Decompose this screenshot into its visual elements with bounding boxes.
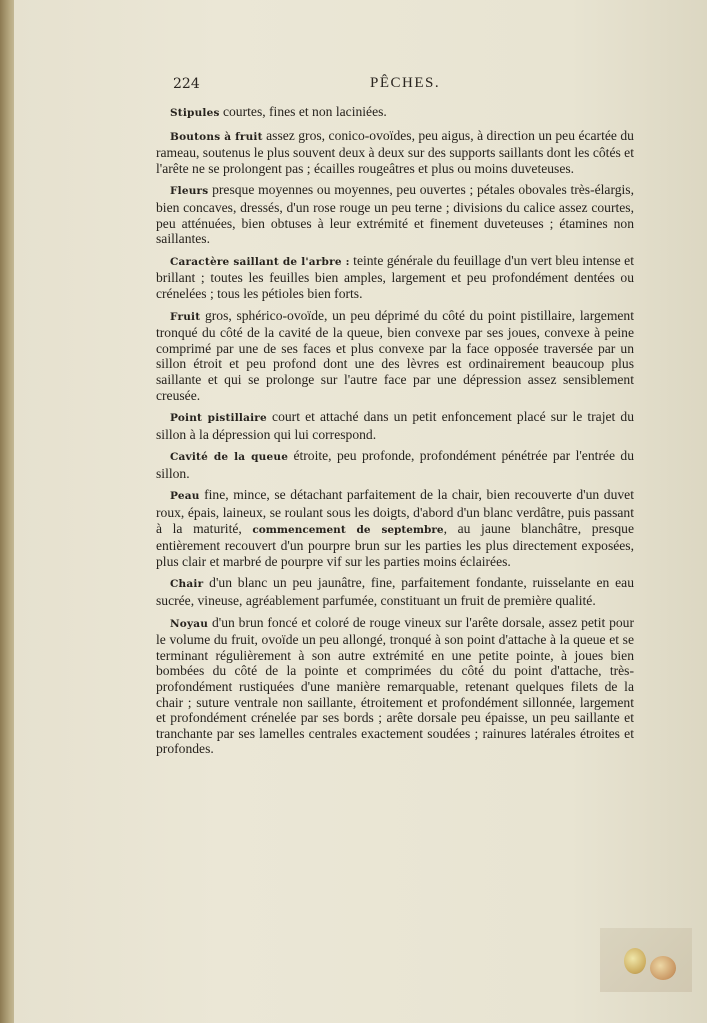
term-label: Cavité de la queue [170,451,289,464]
paragraph-text: fine, mince, se détachant parfaitement de la chair, bien recouverte d'un duvet roux, épais, laineux, se roulant sous les doigts, d'abord d'un blanc verdâtre, puis passant à la maturité, [156,487,634,536]
paragraph-text-continued: , au jaune blanchâtre, presque entièrement recouvert d'un pourpre brun sur les parties les plus directement exposées, plus clair et marbré de pourpre vif sur les parties moins éclairées. [156,520,634,569]
term-label: Point pistillaire [170,412,267,425]
term-label: Fruit [170,310,201,323]
paragraph-noyau [156,615,634,757]
paragraph-chair [156,575,634,608]
paragraph-text: étroite, peu profonde, profondément pénétrée par l'entrée du sillon. [156,448,634,481]
corner-thumbnail-image [600,928,692,992]
paragraph-text: d'un blanc un peu jaunâtre, fine, parfaitement fondante, ruisselante en eau sucrée, vineuse, agréablement parfumée, constituant un fruit de première qualité. [156,575,634,609]
fruit-shape [650,956,676,980]
paragraph-peau [156,487,634,569]
page-number: 224 [173,76,200,92]
term-label: Fleurs [170,185,209,198]
term-label: Stipules [170,107,220,119]
paragraph-stipules [156,104,634,122]
page-header [160,76,630,96]
paragraph-text: d'un brun foncé et coloré de rouge vineux sur l'arête dorsale, assez petit pour le volume du fruit, ovoïde un peu allongé, tronqué à son point d'attache à la queue et se terminant régulièrement à son autre extrémité en une petite pointe, à joues bien bombées du côté de la pointe et comprimées du côté du point d'attache, très-profondément rustiquées d'une manière remarquable, retenant quelques filets de la chair ; suture ventrale non saillante, étroitement et profondément sillonnée, largement et profondément crénelée par ses bords ; arête dorsale peu épaisse, un peu saillante et tranchante par ses lamelles centrales exactement soudées ; rainures latérales étroites et profondes. [156,614,634,757]
paragraph-fruit [156,308,634,404]
paragraph-text: courtes, fines et non laciniées. [219,104,387,119]
paragraph-point-pistillaire [156,409,634,442]
paragraph-text: gros, sphérico-ovoïde, un peu déprimé du côté du point pistillaire, largement tronqué du côté de la cavité de la queue, bien convexe par ses joues, convexe à peine comprimé par une de ses faces et plus convexe par la face opposée traversée par un sillon étroit et peu profond dont une des lèvres est ordinairement beaucoup plus saillante et qui se prolonge sur l'autre face par une dépression assez sensiblement creusée. [156,307,634,403]
paragraph-text: teinte générale du feuillage d'un vert bleu intense et brillant ; toutes les feuilles bien amples, largement et peu profondément dentées ou crénelées ; tous les pétioles bien forts. [156,252,634,301]
paragraph-boutons [156,128,634,177]
term-label: Caractère saillant de l'arbre : [170,255,350,268]
ripening-date: commencement de septembre [252,523,444,536]
paragraph-text: presque moyennes ou moyennes, peu ouvertes ; pétales obovales très-élargis, bien concaves, dressés, d'un rose rouge un peu terne ; divisions du calice assez courtes, peu atténuées, bien obtuses à leur extrémité et finement duveteuses ; étamines non saillantes. [156,182,634,247]
paragraph-cavite [156,448,634,481]
paragraph-fleurs [156,182,634,246]
paragraph-caractere [156,253,634,302]
paragraph-text: assez gros, conico-ovoïdes, peu aigus, à direction un peu écartée du rameau, soutenus le plus souvent deux à deux sur des supports saillants dont les côtés et l'arête ne se prolongent pas ; écailles rougeâtres et plus ou moins duveteuses. [156,127,634,176]
paragraph-text: court et attaché dans un petit enfoncement placé sur le trajet du sillon à la dépression qui lui correspond. [156,409,634,442]
term-label: Boutons à fruit [170,130,263,143]
page-body-text [156,104,634,763]
term-label: Peau [170,490,200,503]
fruit-shape [624,948,646,974]
running-title: PÊCHES. [370,75,441,91]
term-label: Noyau [170,617,209,630]
term-label: Chair [170,578,204,591]
